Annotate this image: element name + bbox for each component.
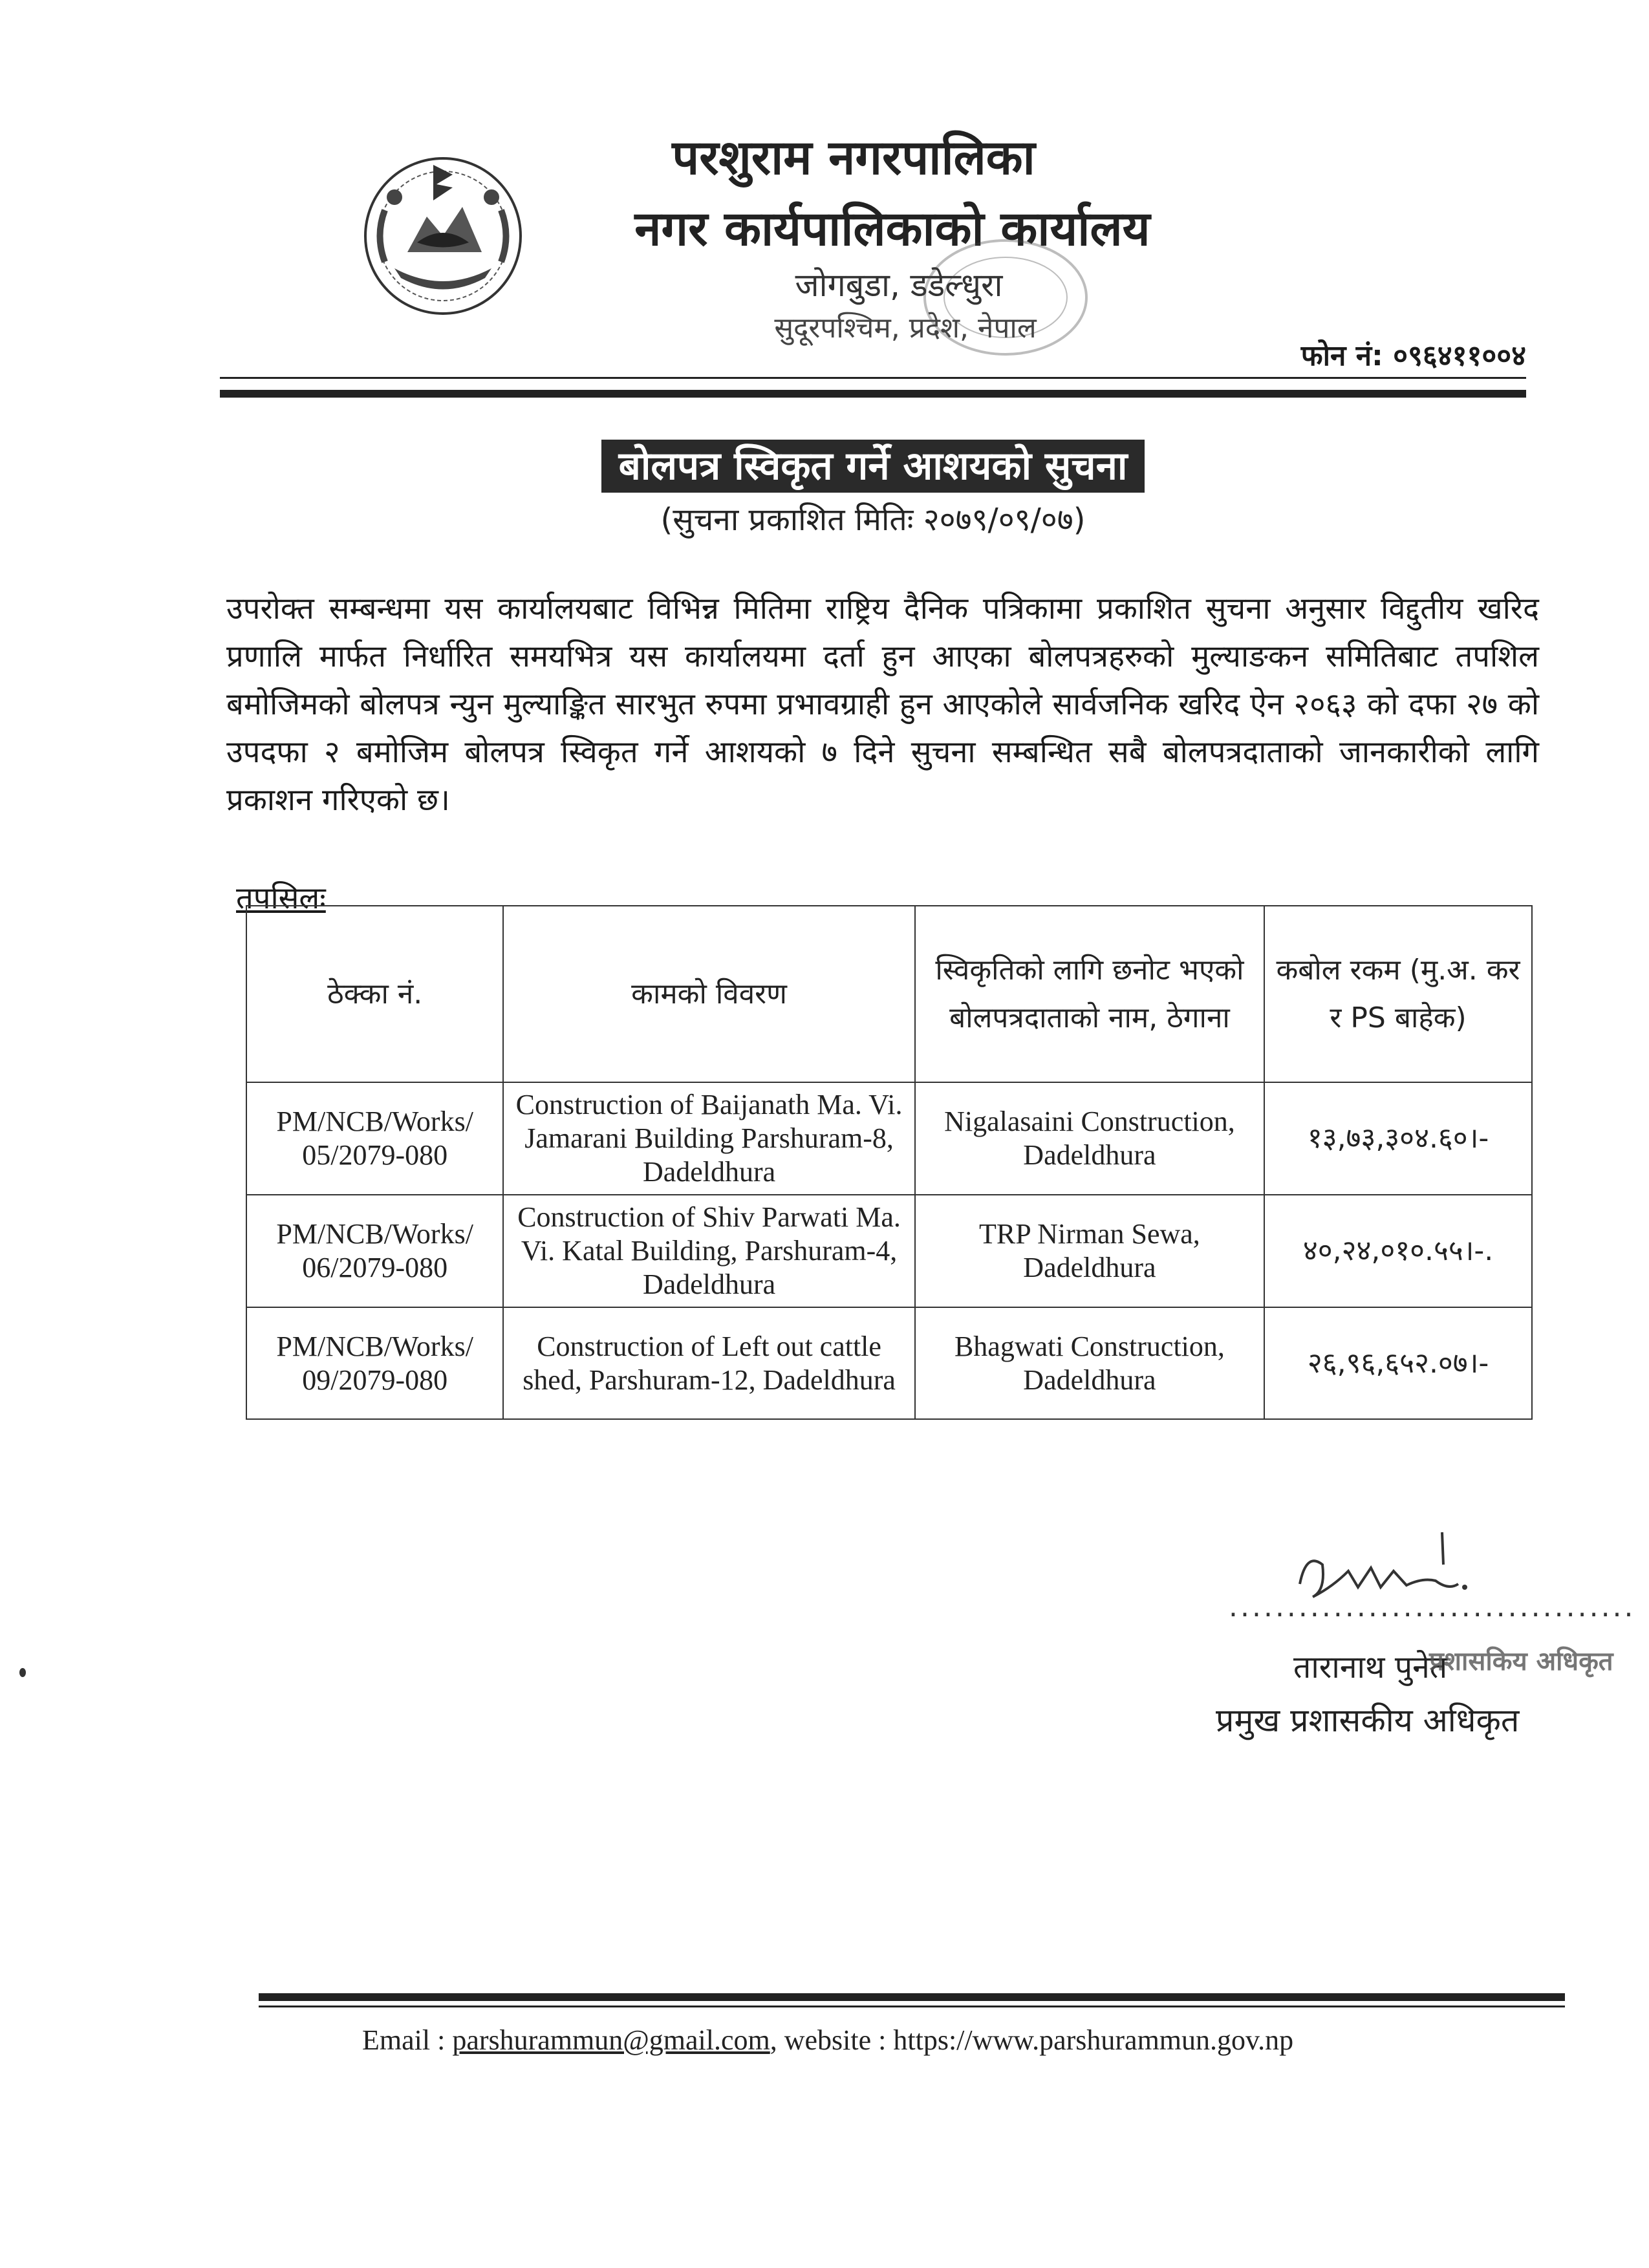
header-divider-thick (220, 390, 1526, 398)
address-line-1: जोगबुडा, डडेल्धुरा (795, 266, 1003, 304)
header-contract-no: ठेक्का नं. (246, 906, 503, 1082)
notice-published-date: (सुचना प्रकाशित मितिः २०७९/०९/०७) (660, 502, 1086, 538)
cell-amount: ४०,२४,०१०.५५।-. (1264, 1195, 1532, 1307)
phone-number: फोन नं: ०९६४११००४ (1300, 339, 1526, 372)
cell-amount: १३,७३,३०४.६०।- (1264, 1082, 1532, 1195)
website-link[interactable]: https://www.parshurammun.gov.np (893, 2024, 1294, 2056)
table-row (246, 1082, 1532, 1195)
footer-divider-thick (259, 1993, 1565, 2001)
cell-amount: २६,९६,६५२.०७।- (1264, 1307, 1532, 1419)
cell-contract-no: PM/NCB/Works/ 09/2079-080 (246, 1307, 503, 1419)
notice-body: उपरोक्त सम्बन्धमा यस कार्यालयबाट विभिन्न मितिमा राष्ट्रिय दैनिक पत्रिकामा प्रकाशित सुचना अनुसार विद्दुतीय खरिद प्रणालि मार्फत निर्धारित समयभित्र यस कार्यालयमा दर्ता हुन आएका बोलपत्रहरुको मुल्याङकन समितिबाट तपशिल बमोजिमको बोलपत्र न्युन मुल्याङ्कित सारभुत रुपमा प्रभावग्राही हुन आएकोले सार्वजनिक खरिद ऐन २०६३ को दफा २७ को उपदफा २ बमोजिम बोलपत्र स्विकृत गर्ने आशयको ७ दिने सुचना सम्बन्धित सबै बोलपत्रदाताको जानकारीको लागि प्रकाशन गरिएको छ। (226, 591, 1539, 818)
cell-bidder: Bhagwati Construction, Dadeldhura (915, 1307, 1264, 1419)
email-label: Email : (362, 2024, 446, 2056)
footer-contact (362, 2024, 1591, 2057)
bid-table (246, 905, 1533, 1420)
address-line-2: सुदूरपश्चिम, प्रदेश, नेपाल (774, 312, 1037, 345)
header-work-description: कामको विवरण (503, 906, 914, 1082)
footer-divider-thin (259, 2006, 1565, 2007)
signatory-name: तारानाथ पुनेत (1293, 1649, 1448, 1685)
table-row (246, 1195, 1532, 1307)
details-label: तपसिलः (236, 881, 326, 916)
notice-title: बोलपत्र स्विकृत गर्ने आशयको सुचना (601, 440, 1145, 493)
cell-contract-no: PM/NCB/Works/ 06/2079-080 (246, 1195, 503, 1307)
table-row (246, 1307, 1532, 1419)
header-bid-amount: कबोल रकम (मु.अ. कर र PS बाहेक) (1264, 906, 1532, 1082)
signatory-stamp: प्रशासकिय अधिकृत (1429, 1647, 1613, 1676)
cell-bidder: TRP Nirman Sewa, Dadeldhura (915, 1195, 1264, 1307)
office-name: नगर कार्यपालिकाको कार्यालय (634, 201, 1150, 257)
nepal-emblem-logo (356, 139, 530, 326)
header-selected-bidder: स्विकृतिको लागि छनोट भएको बोलपत्रदाताको नाम, ठेगाना (915, 906, 1264, 1082)
cell-work-description: Construction of Left out cattle shed, Parshuram-12, Dadeldhura (503, 1307, 914, 1419)
org-name: परशुराम नगरपालिका (672, 130, 1035, 186)
signature-line: ................................... (1229, 1590, 1636, 1623)
cell-work-description: Construction of Baijanath Ma. Vi. Jamarani Building Parshuram-8, Dadeldhura (503, 1082, 914, 1195)
signatory-title: प्रमुख प्रशासकीय अधिकृत (1216, 1702, 1520, 1739)
scan-speck (19, 1668, 26, 1677)
table-header-row (246, 906, 1532, 1082)
website-label: , website : (770, 2024, 894, 2056)
cell-contract-no: PM/NCB/Works/ 05/2079-080 (246, 1082, 503, 1195)
office-stamp (918, 233, 1093, 362)
header-divider-thin (220, 377, 1526, 379)
email-link[interactable]: parshurammun@gmail.com (452, 2024, 770, 2056)
cell-bidder: Nigalasaini Construction, Dadeldhura (915, 1082, 1264, 1195)
cell-work-description: Construction of Shiv Parwati Ma. Vi. Katal Building, Parshuram-4, Dadeldhura (503, 1195, 914, 1307)
